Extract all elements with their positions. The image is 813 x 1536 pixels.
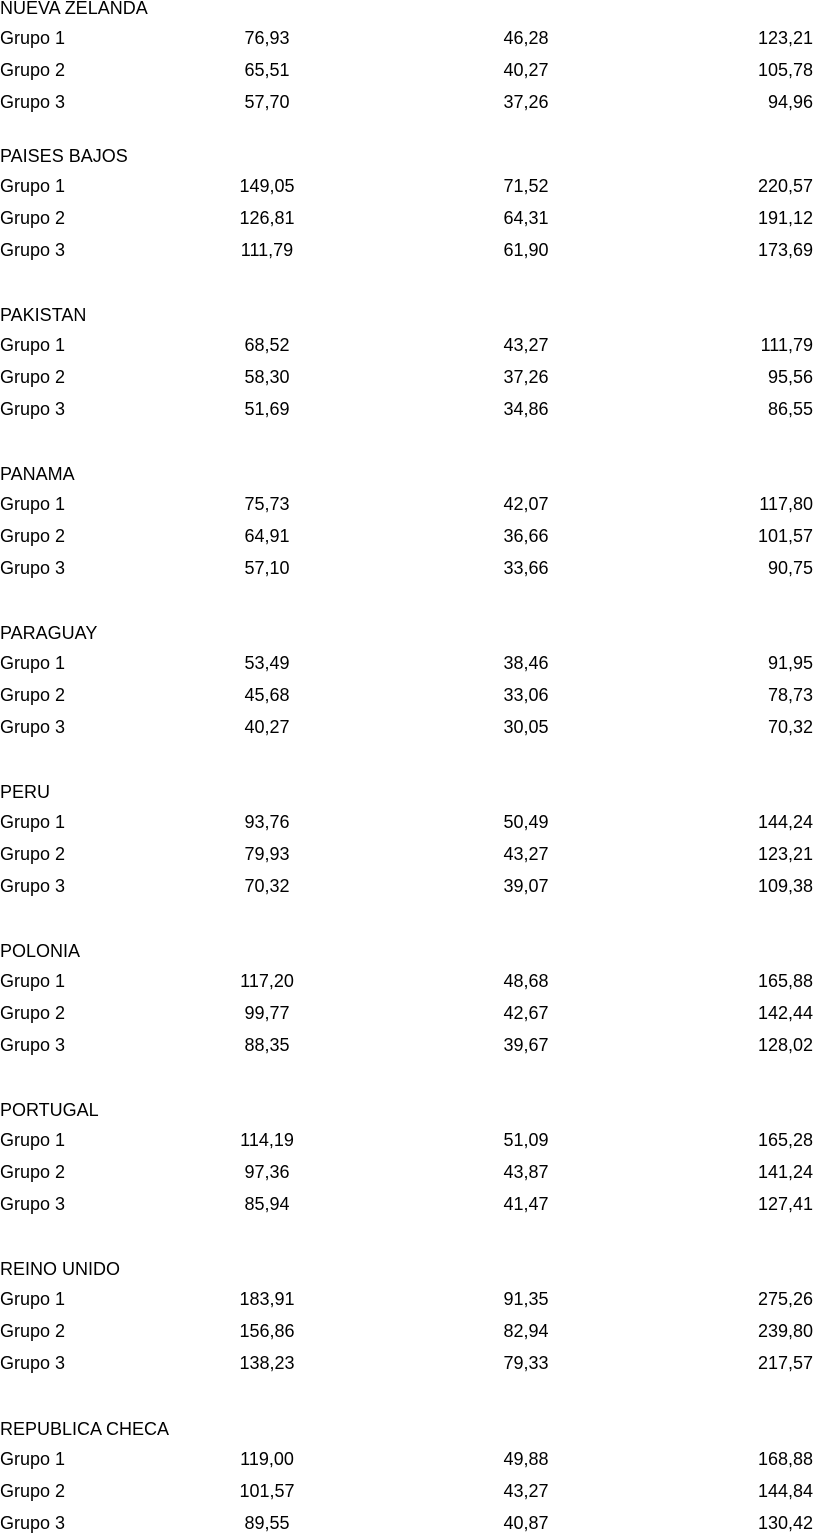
- table-row: [0, 1289, 813, 1309]
- table-row: [0, 240, 813, 260]
- table-row: [0, 1513, 813, 1533]
- value-col-1: 75,73: [244, 494, 290, 514]
- value-col-1: 156,86: [239, 1321, 295, 1341]
- group-label: Grupo 1: [0, 653, 66, 673]
- group-label: Grupo 2: [0, 685, 66, 705]
- country-name: REINO UNIDO: [0, 1259, 121, 1279]
- value-col-1: 97,36: [244, 1162, 290, 1182]
- table-row: [0, 1130, 813, 1150]
- table-row: [0, 558, 813, 578]
- group-label: Grupo 2: [0, 1321, 66, 1341]
- table-row: [0, 685, 813, 705]
- group-label: Grupo 3: [0, 1035, 66, 1055]
- table-row: [0, 1003, 813, 1023]
- table-row: [0, 1035, 813, 1055]
- group-label: Grupo 3: [0, 399, 66, 419]
- table-row: [0, 399, 813, 419]
- group-label: Grupo 2: [0, 526, 66, 546]
- value-col-1: 85,94: [244, 1194, 290, 1214]
- value-col-1: 40,27: [244, 717, 290, 737]
- group-label: Grupo 1: [0, 28, 66, 48]
- table-row: [0, 494, 813, 514]
- table-row: [0, 1194, 813, 1214]
- table-row: [0, 176, 813, 196]
- value-col-3: 117,80: [759, 494, 813, 514]
- value-col-3: 78,73: [767, 685, 813, 705]
- value-col-2: 37,26: [503, 367, 549, 387]
- group-label: Grupo 3: [0, 92, 66, 112]
- table-row: [0, 526, 813, 546]
- country-name: PANAMA: [0, 464, 75, 484]
- group-label: Grupo 2: [0, 1003, 66, 1023]
- value-col-2: 43,87: [503, 1162, 549, 1182]
- value-col-3: 142,44: [757, 1003, 813, 1023]
- value-col-3: 111,79: [760, 335, 813, 355]
- value-col-3: 144,24: [757, 812, 813, 832]
- value-col-2: 61,90: [503, 240, 549, 260]
- value-col-2: 43,27: [503, 335, 549, 355]
- value-col-1: 68,52: [244, 335, 290, 355]
- table-row: [0, 1353, 813, 1373]
- value-col-3: 165,28: [757, 1130, 813, 1150]
- value-col-2: 39,07: [503, 876, 549, 896]
- value-col-1: 99,77: [244, 1003, 290, 1023]
- value-col-1: 65,51: [244, 60, 290, 80]
- value-col-3: 127,41: [757, 1194, 813, 1214]
- country-name: PERU: [0, 782, 51, 802]
- value-col-2: 79,33: [503, 1353, 549, 1373]
- group-label: Grupo 3: [0, 1513, 66, 1533]
- value-col-3: 191,12: [757, 208, 813, 228]
- value-col-3: 239,80: [757, 1321, 813, 1341]
- table-row: [0, 60, 813, 80]
- group-label: Grupo 3: [0, 558, 66, 578]
- value-col-1: 119,00: [240, 1449, 294, 1469]
- value-col-1: 76,93: [244, 28, 290, 48]
- value-col-3: 173,69: [757, 240, 813, 260]
- value-col-3: 123,21: [757, 844, 813, 864]
- value-col-3: 95,56: [767, 367, 813, 387]
- country-name: PAISES BAJOS: [0, 146, 128, 166]
- value-col-2: 43,27: [503, 844, 549, 864]
- value-col-1: 57,10: [244, 558, 290, 578]
- value-col-3: 123,21: [757, 28, 813, 48]
- group-label: Grupo 1: [0, 1289, 66, 1309]
- group-label: Grupo 3: [0, 876, 66, 896]
- value-col-1: 117,20: [240, 971, 294, 991]
- value-col-1: 138,23: [239, 1353, 295, 1373]
- value-col-1: 53,49: [244, 653, 290, 673]
- table-row: [0, 717, 813, 737]
- value-col-2: 34,86: [503, 399, 549, 419]
- value-col-2: 40,87: [503, 1513, 549, 1533]
- value-col-1: 58,30: [244, 367, 290, 387]
- value-col-3: 109,38: [757, 876, 813, 896]
- value-col-1: 101,57: [239, 1481, 295, 1501]
- country-name: POLONIA: [0, 941, 81, 961]
- group-label: Grupo 2: [0, 844, 66, 864]
- value-col-2: 33,66: [503, 558, 549, 578]
- value-col-3: 128,02: [757, 1035, 813, 1055]
- table-row: [0, 812, 813, 832]
- country-name: REPUBLICA CHECA: [0, 1419, 170, 1439]
- table-row: [0, 92, 813, 112]
- value-col-3: 141,24: [757, 1162, 813, 1182]
- table-row: [0, 208, 813, 228]
- table-row: [0, 1481, 813, 1501]
- value-col-2: 42,67: [503, 1003, 549, 1023]
- value-col-3: 217,57: [757, 1353, 813, 1373]
- group-label: Grupo 1: [0, 176, 66, 196]
- group-label: Grupo 2: [0, 1481, 66, 1501]
- value-col-2: 40,27: [503, 60, 549, 80]
- table-row: [0, 28, 813, 48]
- value-col-1: 149,05: [239, 176, 295, 196]
- value-col-1: 51,69: [244, 399, 290, 419]
- value-col-2: 42,07: [503, 494, 549, 514]
- table-row: [0, 1449, 813, 1469]
- value-col-1: 70,32: [244, 876, 290, 896]
- country-name: PARAGUAY: [0, 623, 98, 643]
- value-col-3: 168,88: [757, 1449, 813, 1469]
- value-col-1: 89,55: [244, 1513, 290, 1533]
- table-row: [0, 367, 813, 387]
- group-label: Grupo 2: [0, 208, 66, 228]
- value-col-1: 183,91: [239, 1289, 295, 1309]
- value-col-3: 275,26: [757, 1289, 813, 1309]
- value-col-2: 36,66: [503, 526, 549, 546]
- value-col-1: 79,93: [244, 844, 290, 864]
- value-col-3: 86,55: [767, 399, 813, 419]
- group-label: Grupo 2: [0, 60, 66, 80]
- value-col-2: 38,46: [503, 653, 549, 673]
- group-label: Grupo 3: [0, 240, 66, 260]
- group-label: Grupo 1: [0, 335, 66, 355]
- value-col-3: 90,75: [767, 558, 813, 578]
- value-col-2: 50,49: [503, 812, 549, 832]
- value-col-2: 41,47: [503, 1194, 549, 1214]
- group-label: Grupo 3: [0, 1194, 66, 1214]
- value-col-2: 33,06: [503, 685, 549, 705]
- value-col-1: 64,91: [244, 526, 290, 546]
- value-col-1: 93,76: [244, 812, 290, 832]
- value-col-3: 101,57: [757, 526, 813, 546]
- value-col-3: 130,42: [757, 1513, 813, 1533]
- value-col-2: 82,94: [503, 1321, 549, 1341]
- table-row: [0, 844, 813, 864]
- value-col-2: 51,09: [503, 1130, 549, 1150]
- table-row: [0, 971, 813, 991]
- value-col-3: 165,88: [757, 971, 813, 991]
- value-col-2: 49,88: [503, 1449, 549, 1469]
- group-label: Grupo 1: [0, 494, 66, 514]
- group-label: Grupo 3: [0, 1353, 66, 1373]
- value-col-1: 57,70: [244, 92, 290, 112]
- value-col-2: 30,05: [503, 717, 549, 737]
- value-col-3: 144,84: [757, 1481, 813, 1501]
- group-label: Grupo 2: [0, 1162, 66, 1182]
- value-col-2: 39,67: [503, 1035, 549, 1055]
- value-col-2: 64,31: [503, 208, 549, 228]
- value-col-1: 45,68: [244, 685, 290, 705]
- group-label: Grupo 2: [0, 367, 66, 387]
- value-col-1: 111,79: [240, 240, 294, 260]
- table-row: [0, 653, 813, 673]
- table-row: [0, 1162, 813, 1182]
- country-name: PAKISTAN: [0, 305, 87, 325]
- value-col-2: 91,35: [503, 1289, 549, 1309]
- country-name: PORTUGAL: [0, 1100, 99, 1120]
- value-col-3: 105,78: [757, 60, 813, 80]
- group-label: Grupo 1: [0, 812, 66, 832]
- value-col-2: 48,68: [503, 971, 549, 991]
- group-label: Grupo 1: [0, 1449, 66, 1469]
- value-col-3: 94,96: [767, 92, 813, 112]
- country-name: NUEVA ZELANDA: [0, 0, 148, 18]
- table-row: [0, 1321, 813, 1341]
- value-col-3: 91,95: [767, 653, 813, 673]
- value-col-2: 43,27: [503, 1481, 549, 1501]
- value-col-1: 126,81: [239, 208, 295, 228]
- value-col-2: 46,28: [503, 28, 549, 48]
- table-row: [0, 876, 813, 896]
- value-col-3: 70,32: [767, 717, 813, 737]
- value-col-2: 37,26: [503, 92, 549, 112]
- group-label: Grupo 1: [0, 971, 66, 991]
- value-col-2: 71,52: [503, 176, 549, 196]
- value-col-1: 88,35: [244, 1035, 290, 1055]
- group-label: Grupo 3: [0, 717, 66, 737]
- group-label: Grupo 1: [0, 1130, 66, 1150]
- value-col-3: 220,57: [757, 176, 813, 196]
- value-col-1: 114,19: [240, 1130, 294, 1150]
- table-row: [0, 335, 813, 355]
